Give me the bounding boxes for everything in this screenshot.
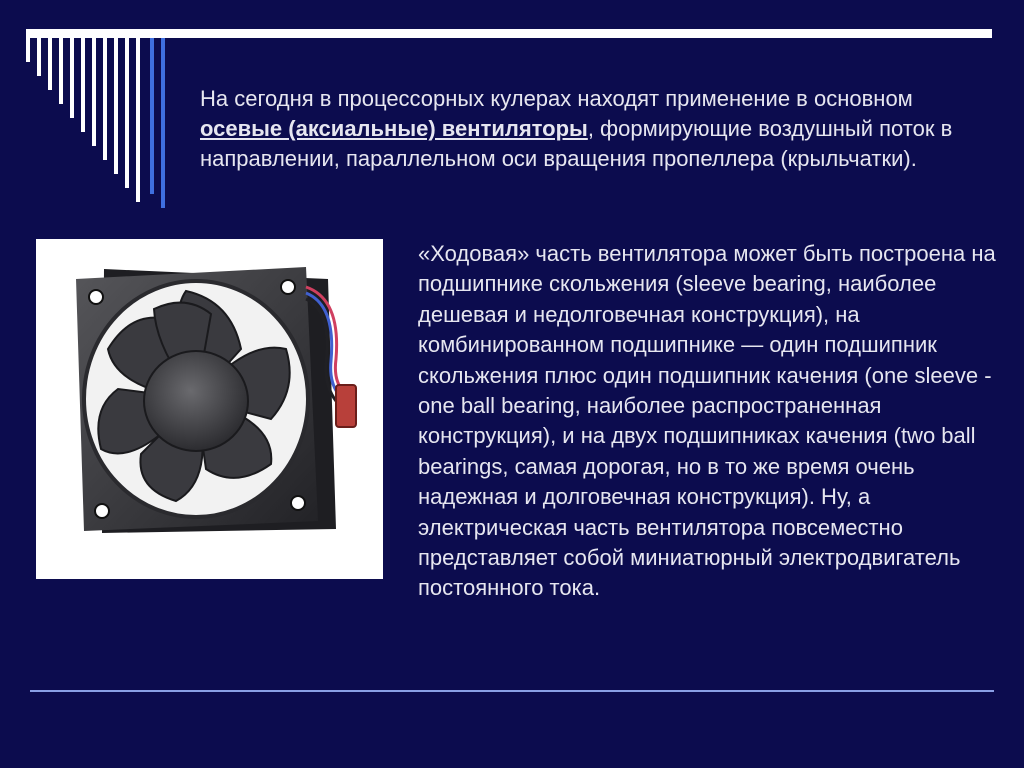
decorative-stripes <box>0 0 180 210</box>
fan-image <box>36 239 383 579</box>
intro-emphasis: осевые (аксиальные) вентиляторы <box>200 116 588 141</box>
fan-photo-icon <box>36 239 383 579</box>
bearing-description: «Ходовая» часть вентилятора может быть построена на подшипнике скольжения (sleeve bearing, наиболее дешевая и недолговечная конструкция), на комбинированном подшипнике — один подшипник скольжения плюс один подшипник качения (one sleeve - one ball bearing, наиболее распространенная конструкция), и на двух подшипниках качения (two ball bearings, самая дорогая, но в то же время очень надежная и долговечная конструкция). Ну, а электрическая часть вентилятора повсеместно представляет собой миниатюрный электродвигатель постоянного тока. <box>418 241 996 601</box>
intro-text: На сегодня в процессорных кулерах находят применение в основном <box>200 86 913 111</box>
intro-text-end: , формирующие воздушный поток в направлении, параллельном оси вращения пропеллера (крыльчатки). <box>200 116 953 171</box>
bottom-divider <box>30 690 994 692</box>
intro-paragraph <box>200 84 980 174</box>
